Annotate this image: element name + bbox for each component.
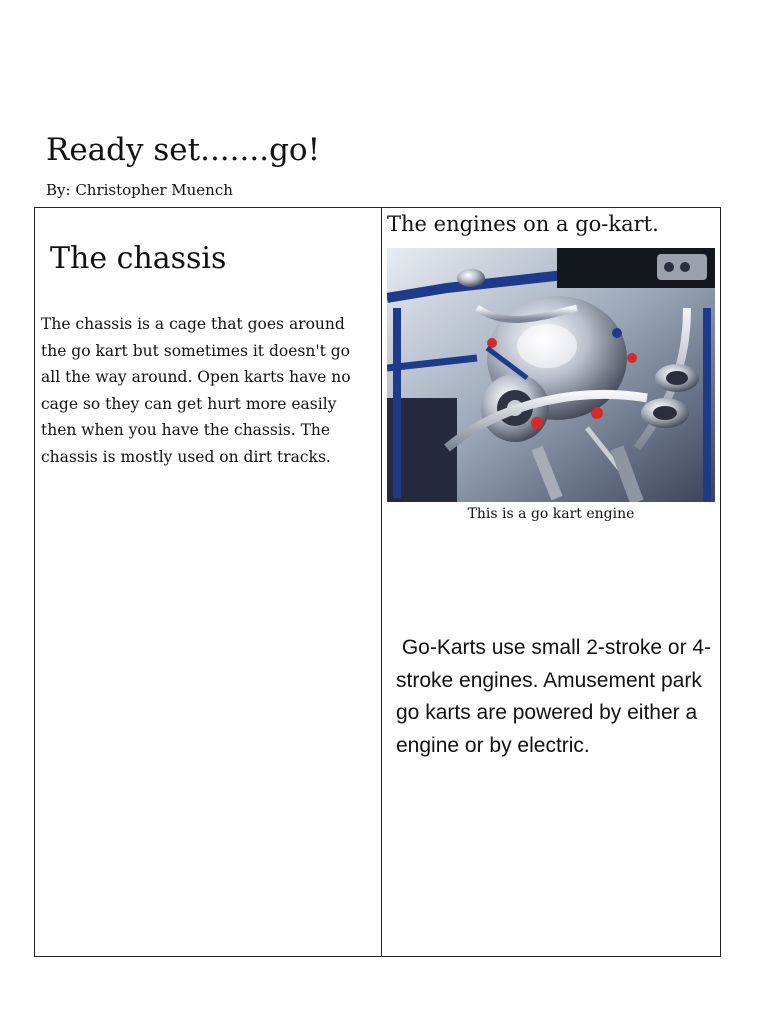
engine-image[interactable]	[387, 248, 715, 502]
engine-illustration	[387, 248, 715, 502]
chassis-heading: The chassis	[50, 241, 227, 276]
engines-cell[interactable]	[382, 208, 720, 956]
author-byline: By: Christopher Muench	[46, 181, 233, 199]
engines-heading: The engines on a go-kart.	[387, 212, 659, 236]
chassis-paragraph: The chassis is a cage that goes around the go kart but sometimes it doesn't go all the way around. Open karts have no cage so they can get hurt more easily then when you have the chassis. The chassis is mostly used on dirt tracks.	[41, 315, 351, 466]
content-table	[34, 207, 721, 957]
document-title: Ready set.......go!	[46, 132, 321, 168]
chassis-cell[interactable]	[35, 208, 381, 956]
image-caption: This is a go kart engine	[467, 506, 635, 522]
engines-paragraph: Go-Karts use small 2-stroke or 4-stroke engines. Amusement park go karts are powered by either a engine or by electric.	[396, 636, 712, 757]
